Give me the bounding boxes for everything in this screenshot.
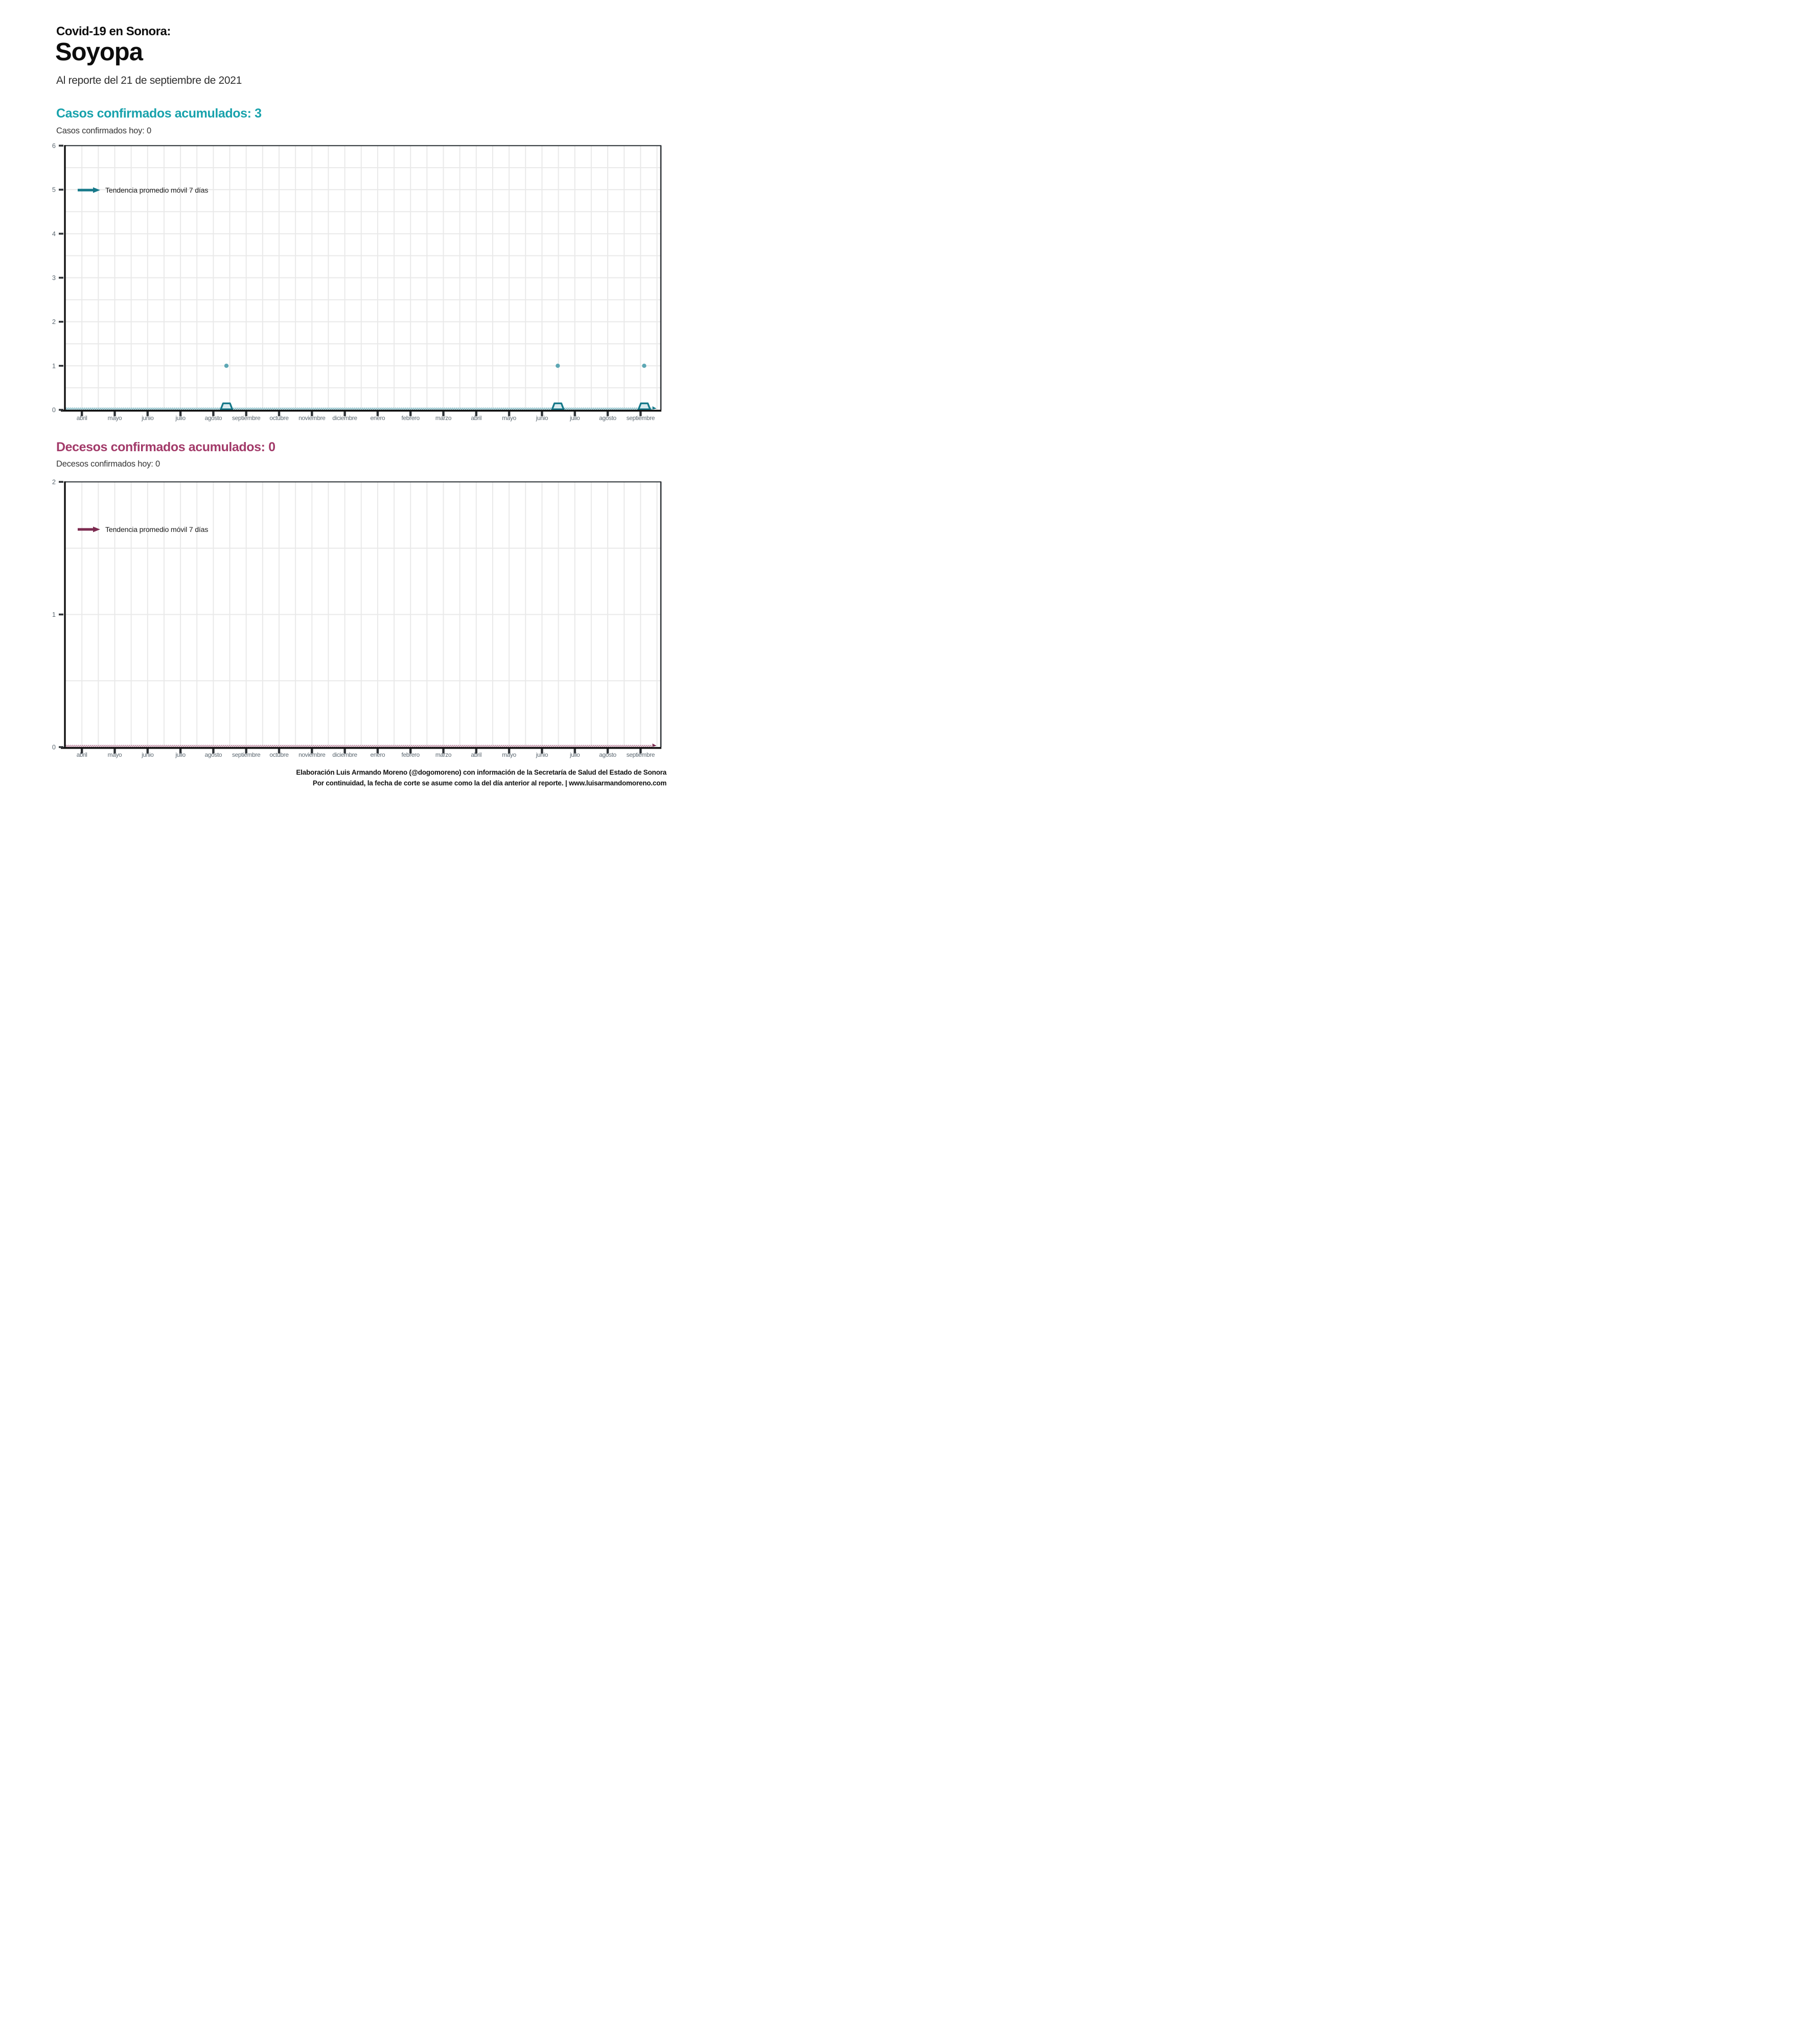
y-tick	[59, 145, 63, 147]
x-axis	[77, 412, 655, 422]
y-tick	[59, 321, 63, 323]
y-tick	[59, 746, 63, 748]
x-tick-label: junio	[142, 751, 154, 758]
attribution-footer	[296, 767, 666, 788]
x-tick-label: diciembre	[332, 414, 357, 422]
x-tick-label: julio	[569, 414, 580, 422]
y-axis	[52, 478, 63, 751]
x-tick-label: octubre	[269, 414, 289, 422]
x-tick-label: agosto	[599, 751, 616, 758]
trend-legend-label: Tendencia promedio móvil 7 días	[105, 187, 209, 195]
footer-line-2: Por continuidad, la fecha de corte se asume como la del día anterior al reporte. | www.luisarmandomoreno.com	[312, 779, 666, 787]
y-tick-label: 1	[52, 611, 56, 618]
x-tick-label: julio	[175, 751, 186, 758]
case-point	[224, 364, 228, 368]
page-title: Soyopa	[55, 38, 143, 66]
trend-legend-label: Tendencia promedio móvil 7 días	[105, 526, 209, 534]
x-tick-label: marzo	[435, 414, 452, 422]
trend-arrow-head-icon	[93, 188, 100, 193]
gridlines	[65, 146, 661, 410]
x-tick-label: diciembre	[332, 751, 357, 758]
trend-legend	[78, 187, 208, 195]
cases-heading: Casos confirmados acumulados: 3	[56, 106, 262, 121]
x-tick-label: septiembre	[232, 751, 261, 758]
x-tick-label: mayo	[502, 414, 516, 422]
x-tick-label: noviembre	[298, 414, 326, 422]
x-tick-label: abril	[471, 414, 482, 422]
case-point	[556, 364, 560, 368]
x-tick-label: octubre	[269, 751, 289, 758]
x-tick-label: enero	[370, 751, 385, 758]
x-tick-label: julio	[175, 414, 186, 422]
y-tick-label: 2	[52, 318, 56, 326]
x-tick-label: septiembre	[626, 751, 655, 758]
x-tick-label: febrero	[401, 414, 420, 422]
trend-line-baseline	[65, 745, 652, 747]
y-axis	[52, 142, 63, 414]
deaths-chart-svg	[0, 472, 716, 764]
trend-arrow-head-icon	[93, 527, 100, 532]
x-tick-label: mayo	[502, 751, 516, 758]
x-tick-label: agosto	[204, 751, 222, 758]
report-poster	[0, 0, 716, 805]
y-tick	[59, 614, 63, 616]
y-tick	[59, 409, 63, 411]
x-tick-label: junio	[536, 751, 548, 758]
y-tick-label: 0	[52, 743, 56, 751]
x-tick-label: septiembre	[626, 414, 655, 422]
footer-line-1: Elaboración Luis Armando Moreno (@dogomoreno) con información de la Secretaría de Salud del Estado de Sonora	[296, 769, 666, 776]
y-tick-label: 0	[52, 406, 56, 414]
y-tick-label: 6	[52, 142, 56, 150]
deaths-today-label: Decesos confirmados hoy: 0	[56, 459, 160, 469]
x-tick-label: julio	[569, 751, 580, 758]
gridlines	[65, 482, 661, 747]
y-tick-label: 5	[52, 185, 56, 194]
x-tick-label: abril	[76, 751, 87, 758]
x-tick-label: febrero	[401, 751, 420, 758]
y-tick-label: 1	[52, 362, 56, 370]
x-tick-label: agosto	[204, 414, 222, 422]
x-axis	[77, 749, 655, 759]
x-tick-label: mayo	[107, 751, 122, 758]
x-tick-label: marzo	[435, 751, 452, 758]
x-tick-label: mayo	[107, 414, 122, 422]
x-tick-label: junio	[142, 414, 154, 422]
trend-bump	[221, 403, 233, 409]
trend-end-arrow-icon	[653, 406, 657, 410]
trend-bump	[552, 403, 564, 409]
x-tick-label: agosto	[599, 414, 616, 422]
y-tick-label: 4	[52, 229, 56, 238]
y-tick	[59, 481, 63, 483]
y-tick	[59, 189, 63, 191]
cases-today-label: Casos confirmados hoy: 0	[56, 126, 151, 135]
cases-chart-svg	[0, 137, 716, 428]
x-tick-label: noviembre	[298, 751, 326, 758]
y-tick	[59, 365, 63, 367]
x-tick-label: abril	[76, 414, 87, 422]
y-tick-label: 3	[52, 274, 56, 282]
case-point	[642, 364, 646, 368]
trend-end-arrow-icon	[653, 744, 657, 747]
trend-legend	[78, 526, 208, 534]
x-tick-label: enero	[370, 414, 385, 422]
deaths-heading: Decesos confirmados acumulados: 0	[56, 440, 275, 454]
x-tick-label: septiembre	[232, 414, 261, 422]
y-tick	[59, 277, 63, 279]
y-tick	[59, 233, 63, 235]
x-tick-label: abril	[471, 751, 482, 758]
report-date-subtitle: Al reporte del 21 de septiembre de 2021	[56, 75, 242, 86]
report-pretitle: Covid-19 en Sonora:	[56, 25, 171, 38]
y-tick-label: 2	[52, 478, 56, 486]
x-tick-label: junio	[536, 414, 548, 422]
trend-bump	[638, 403, 650, 409]
